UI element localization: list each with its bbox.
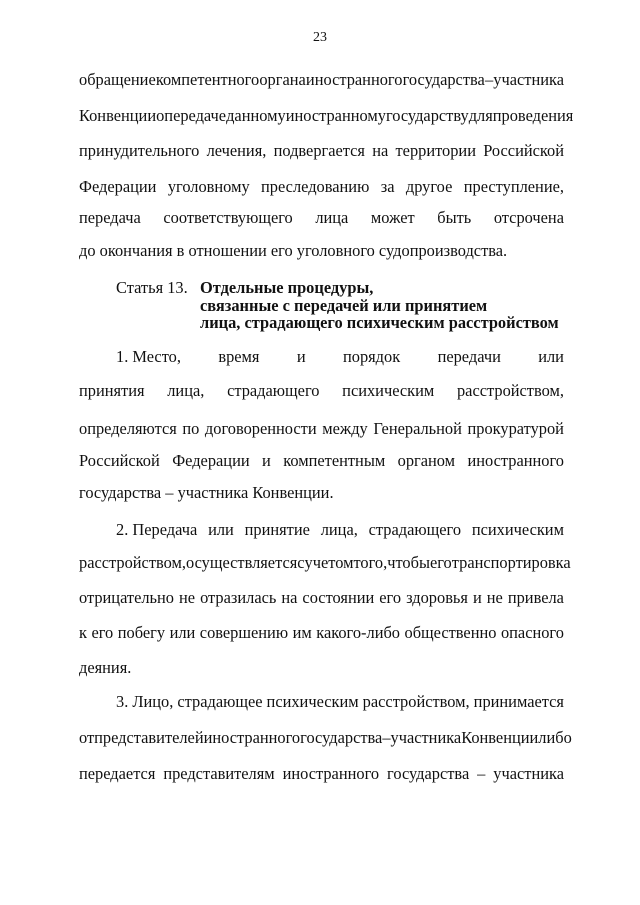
page-number: 23 <box>313 30 327 45</box>
word: какого-либо <box>316 623 401 642</box>
word: за <box>380 177 395 196</box>
text-line <box>79 208 564 228</box>
word: Конвенции <box>461 728 539 747</box>
word: расстройством, <box>79 553 186 572</box>
word: представителям <box>163 764 275 783</box>
word: данному <box>226 106 286 125</box>
article-title-line: связанные с передачей или принятием <box>200 296 488 315</box>
word: иностранного <box>467 451 564 470</box>
text-line <box>79 177 564 197</box>
word: принудительного <box>79 141 200 160</box>
word: того, <box>353 553 388 572</box>
word: отразилась <box>200 588 277 607</box>
word: состоянии <box>302 588 375 607</box>
text-line <box>79 588 564 608</box>
article-label: Статья 13. <box>116 278 188 297</box>
word: Федерации <box>172 451 250 470</box>
text-line <box>79 106 574 126</box>
word: передаче <box>164 106 227 125</box>
word: Конвенции <box>79 106 157 125</box>
word: компетентным <box>283 451 386 470</box>
word: не <box>486 588 503 607</box>
word: психическим <box>342 381 435 400</box>
word: компетентного <box>155 70 260 89</box>
word: осуществляется <box>185 553 298 572</box>
word: – <box>382 728 391 747</box>
word: участника <box>493 70 564 89</box>
word: лица, <box>320 520 358 539</box>
word: проведения <box>492 106 574 125</box>
word: к <box>79 623 87 642</box>
text-line <box>79 764 564 784</box>
text-line <box>79 381 564 401</box>
word: не <box>179 588 196 607</box>
word: лечения, <box>206 141 267 160</box>
word: представителей <box>94 728 204 747</box>
word: 2. Передача <box>116 520 198 539</box>
text-line <box>116 520 564 540</box>
word: расстройством, <box>362 692 470 711</box>
word: 3. Лицо, <box>116 692 174 711</box>
word: другое <box>405 177 453 196</box>
word: обращение <box>79 70 156 89</box>
word: его <box>429 553 452 572</box>
word: его <box>379 588 402 607</box>
word: государства <box>300 728 383 747</box>
text-line: деяния. <box>79 658 132 677</box>
word: побегу <box>117 623 166 642</box>
text-line <box>79 70 564 90</box>
word: территории <box>395 141 476 160</box>
text-line <box>116 347 564 367</box>
word: договоренности <box>204 419 317 438</box>
word: на <box>372 141 389 160</box>
word: им <box>292 623 312 642</box>
word: общественно <box>404 623 497 642</box>
word: лица, <box>167 381 205 400</box>
word: органом <box>397 451 456 470</box>
word: здоровья <box>406 588 468 607</box>
word: передача <box>79 208 141 227</box>
word: быть <box>437 208 472 227</box>
text-line <box>79 141 564 161</box>
word: уголовному <box>167 177 250 196</box>
word: на <box>281 588 298 607</box>
text-line <box>79 419 564 439</box>
text-line <box>79 451 564 471</box>
word: иностранного <box>282 764 380 783</box>
word: соответствующего <box>163 208 293 227</box>
word: Генеральной <box>373 419 462 438</box>
word: учетом <box>304 553 354 572</box>
word: страдающего <box>368 520 462 539</box>
word: участника <box>493 764 564 783</box>
word: Российской <box>79 451 160 470</box>
word: страдающее <box>177 692 263 711</box>
word: лица <box>315 208 349 227</box>
word: либо <box>538 728 572 747</box>
word: иностранного <box>305 70 403 89</box>
word: время <box>218 347 260 366</box>
word: чтобы <box>387 553 430 572</box>
word: – <box>477 764 486 783</box>
word: и <box>262 451 271 470</box>
word: или <box>169 623 196 642</box>
word: прокуратурой <box>467 419 564 438</box>
word: опасного <box>500 623 564 642</box>
word: расстройством, <box>456 381 564 400</box>
word: преследованию <box>261 177 370 196</box>
word: Российской <box>483 141 564 160</box>
text-line: государства – участника Конвенции. <box>79 483 334 502</box>
text-line <box>116 692 564 712</box>
word: транспортировка <box>451 553 571 572</box>
word: отсрочена <box>493 208 564 227</box>
word: между <box>322 419 368 438</box>
word: для <box>468 106 493 125</box>
word: по <box>182 419 200 438</box>
article-title-line: Отдельные процедуры, <box>200 278 374 297</box>
word: подвергается <box>273 141 365 160</box>
word: от <box>79 728 95 747</box>
word: государства <box>387 764 470 783</box>
word: передается <box>79 764 156 783</box>
word: или <box>538 347 564 366</box>
word: может <box>370 208 415 227</box>
word: государства <box>402 70 485 89</box>
text-line <box>79 728 572 748</box>
word: принятия <box>79 381 145 400</box>
word: иностранному <box>285 106 386 125</box>
word: участника <box>390 728 462 747</box>
word: совершению <box>199 623 289 642</box>
word: и <box>296 347 306 366</box>
word: Федерации <box>79 177 157 196</box>
word: органа <box>259 70 306 89</box>
word: психическим <box>266 692 359 711</box>
word: государству <box>385 106 469 125</box>
text-line: до окончания в отношении его уголовного судопроизводства. <box>79 241 508 260</box>
word: о <box>156 106 165 125</box>
word: и <box>472 588 482 607</box>
word: порядок <box>342 347 401 366</box>
word: отрицательно <box>79 588 174 607</box>
word: его <box>91 623 114 642</box>
word: определяются <box>79 419 177 438</box>
article-title-line: лица, страдающего психическим расстройством <box>200 313 559 332</box>
word: иностранного <box>203 728 301 747</box>
word: преступление, <box>463 177 564 196</box>
word: или <box>208 520 234 539</box>
word: принятие <box>244 520 310 539</box>
word: с <box>297 553 305 572</box>
word: привела <box>507 588 564 607</box>
text-line <box>79 623 564 643</box>
word: принимается <box>473 692 564 711</box>
word: – <box>484 70 494 89</box>
word: передачи <box>437 347 501 366</box>
word: 1. Место, <box>116 347 181 366</box>
text-line <box>79 553 571 573</box>
word: психическим <box>471 520 564 539</box>
word: страдающего <box>227 381 320 400</box>
